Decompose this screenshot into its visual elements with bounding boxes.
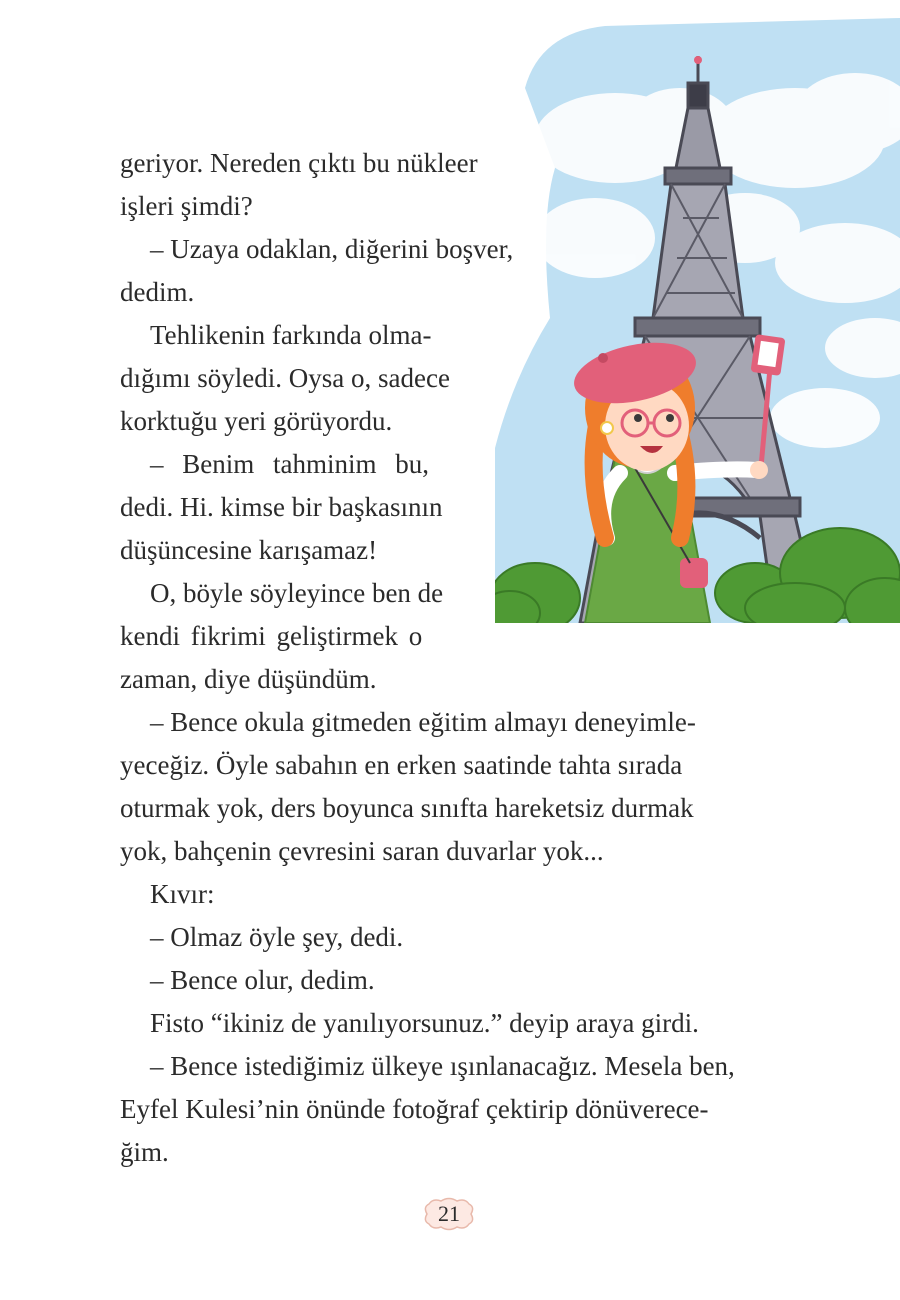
text-line: dığımı söyledi. Oysa o, sadece (120, 363, 450, 393)
text-line: Eyfel Kulesi’nin önünde fotoğraf çektirip dönüverece- (120, 1094, 709, 1124)
text-line: – Benim tahminim bu, (150, 449, 429, 479)
text-line: dedi. Hi. kimse bir başkasının (120, 492, 443, 522)
text-line: işleri şimdi? (120, 191, 253, 221)
text-line: Kıvır: (150, 879, 215, 909)
text-line: zaman, diye düşündüm. (120, 664, 377, 694)
page-number: 21 (438, 1201, 460, 1226)
text-line: – Uzaya odaklan, diğerini boşver, (150, 234, 514, 264)
text-line: geriyor. Nereden çıktı bu nükleer (120, 148, 478, 178)
text-line: – Bence olur, dedim. (150, 965, 375, 995)
text-line: oturmak yok, ders boyunca sınıfta hareketsiz durmak (120, 793, 694, 823)
text-line: O, böyle söyleyince ben de (150, 578, 444, 608)
text-line: yeceğiz. Öyle sabahın en erken saatinde tahta sırada (120, 750, 683, 780)
text-line: Tehlikenin farkında olma- (150, 320, 432, 350)
text-line: – Bence istediğimiz ülkeye ışınlanacağız. Mesela ben, (150, 1051, 735, 1081)
text-line: korktuğu yeri görüyordu. (120, 406, 393, 436)
text-line: dedim. (120, 277, 195, 307)
text-line: düşüncesine karışamaz! (120, 535, 378, 565)
text-line: ğim. (120, 1137, 169, 1167)
text-line: kendi fikrimi geliştirmek o (120, 621, 423, 651)
text-line: Fisto “ikiniz de yanılıyorsunuz.” deyip araya girdi. (150, 1008, 699, 1038)
page-number-badge (421, 1197, 477, 1231)
eiffel-tower-illustration (495, 18, 900, 623)
text-line: – Bence okula gitmeden eğitim almayı deneyimle- (150, 707, 696, 737)
text-line: yok, bahçenin çevresini saran duvarlar yok... (120, 836, 604, 866)
text-line: – Olmaz öyle şey, dedi. (150, 922, 404, 952)
